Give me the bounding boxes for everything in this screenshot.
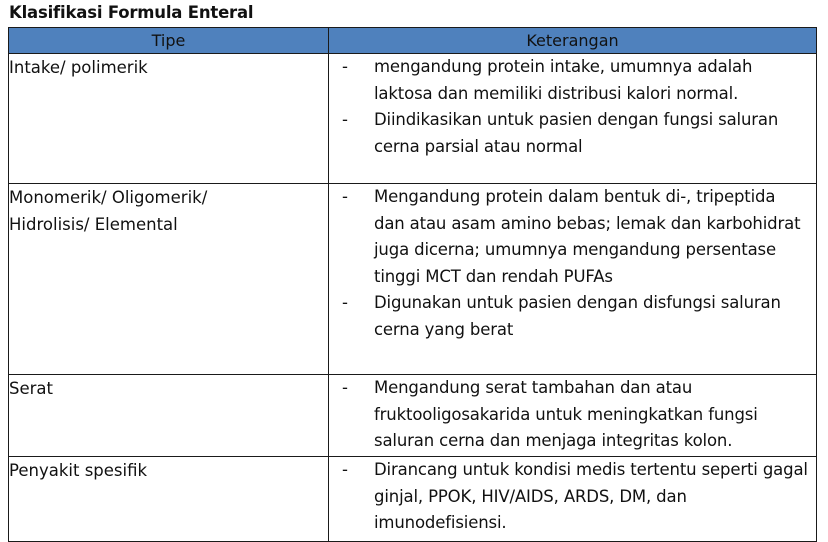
tipe-label: Serat (9, 379, 53, 398)
tipe-cell (9, 54, 329, 184)
tipe-label: Penyakit spesifik (9, 461, 148, 480)
table-row (9, 375, 817, 457)
bullet-text: Digunakan untuk pasien dengan disfungsi saluran cerna yang berat (374, 293, 781, 339)
bullet-item (329, 107, 816, 160)
bullet-text: Mengandung serat tambahan dan atau fruktooligosakarida untuk meningkatkan fungsi saluran cerna dan menjaga integritas kolon. (374, 378, 758, 450)
keterangan-cell (329, 184, 817, 375)
bullet-dash: - (342, 110, 348, 129)
bullet-item (329, 184, 816, 290)
keterangan-cell (329, 375, 817, 457)
bullet-text: Dirancang untuk kondisi medis tertentu seperti gagal ginjal, PPOK, HIV/AIDS, ARDS, DM, dan imunodefisiensi. (374, 460, 808, 532)
bullet-item (329, 290, 816, 343)
column-header-tipe: Tipe (9, 28, 329, 54)
bullet-text: Diindikasikan untuk pasien dengan fungsi saluran cerna parsial atau normal (374, 110, 779, 156)
bullet-dash: - (342, 57, 348, 76)
formula-classification-table (8, 27, 817, 542)
table-header-row (9, 28, 817, 54)
bullet-text: mengandung protein intake, umumnya adalah laktosa dan memiliki distribusi kalori normal. (374, 57, 753, 103)
bullet-dash: - (342, 187, 348, 206)
tipe-label-line: Monomerik/ Oligomerik/ (9, 188, 208, 207)
table-row (9, 184, 817, 375)
tipe-cell (9, 184, 329, 375)
keterangan-cell (329, 457, 817, 542)
keterangan-cell (329, 54, 817, 184)
document-title: Klasifikasi Formula Enteral (9, 3, 254, 22)
bullet-item (329, 375, 816, 455)
column-header-keterangan: Keterangan (329, 28, 817, 54)
bullet-text: Mengandung protein dalam bentuk di-, tripeptida dan atau asam amino bebas; lemak dan karbohidrat juga dicerna; umumnya mengandung persentase tinggi MCT dan rendah PUFAs (374, 187, 801, 286)
tipe-cell (9, 375, 329, 457)
bullet-dash: - (342, 460, 348, 479)
bullet-dash: - (342, 378, 348, 397)
bullet-item (329, 54, 816, 107)
table-row (9, 54, 817, 184)
tipe-label-line: Hidrolisis/ Elemental (9, 215, 178, 234)
bullet-dash: - (342, 293, 348, 312)
table-row (9, 457, 817, 542)
tipe-cell (9, 457, 329, 542)
tipe-label: Intake/ polimerik (9, 58, 148, 77)
